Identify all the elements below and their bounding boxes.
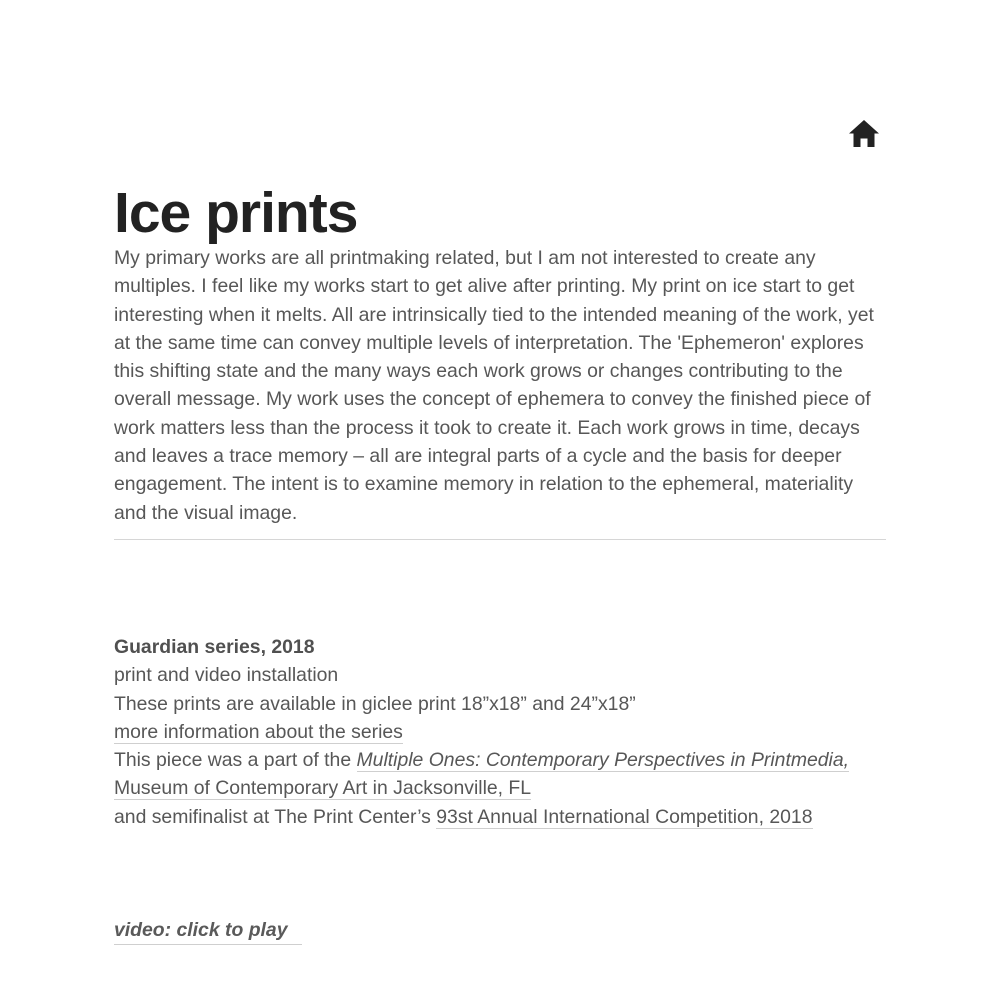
page-title: Ice prints — [114, 181, 358, 245]
main-content — [114, 182, 886, 540]
series-medium: print and video installation — [114, 664, 339, 687]
more-info-row — [114, 718, 904, 746]
home-link[interactable] — [848, 118, 880, 150]
exhibition-prefix: This piece was a part of the — [114, 749, 357, 772]
series-section — [114, 633, 904, 831]
exhibition-line — [114, 746, 904, 803]
exhibition-link-rest: Museum of Contemporary Art in Jacksonville, FL — [114, 777, 532, 800]
semifinal-prefix: and semifinalist at The Print Center’s — [114, 805, 437, 828]
home-icon — [848, 118, 880, 150]
more-info-link[interactable]: more information about the series — [114, 720, 403, 743]
intro-paragraph: My primary works are all printmaking related, but I am not interested to create any multiples. I feel like my works start to get alive after printing. My print on ice start to get interesting when it melts. All are intrinsically tied to the intended meaning of the work, yet at the same time can convey multiple levels of interpretation. The 'Ephemeron' explores this shifting state and the many ways each work grows or changes contributing to the overall message. My work uses the concept of ephemera to convey the finished piece of work matters less than the process it took to create it. Each work grows in time, decays and leaves a trace memory – all are integral parts of a cycle and the basis for deeper engagement. The intent is to examine memory in relation to the ephemeral, materiality and the visual image. — [114, 244, 886, 540]
semifinal-line — [114, 803, 904, 831]
video-play-link[interactable]: video: click to play — [114, 916, 302, 945]
series-availability: These prints are available in giclee print 18”x18” and 24”x18” — [114, 692, 636, 715]
exhibition-link-italic: Multiple Ones: Contemporary Perspectives in Printmedia, — [356, 749, 850, 772]
series-title: Guardian series, 2018 — [114, 636, 315, 658]
competition-link[interactable]: 93st Annual International Competition, 2018 — [436, 805, 813, 828]
